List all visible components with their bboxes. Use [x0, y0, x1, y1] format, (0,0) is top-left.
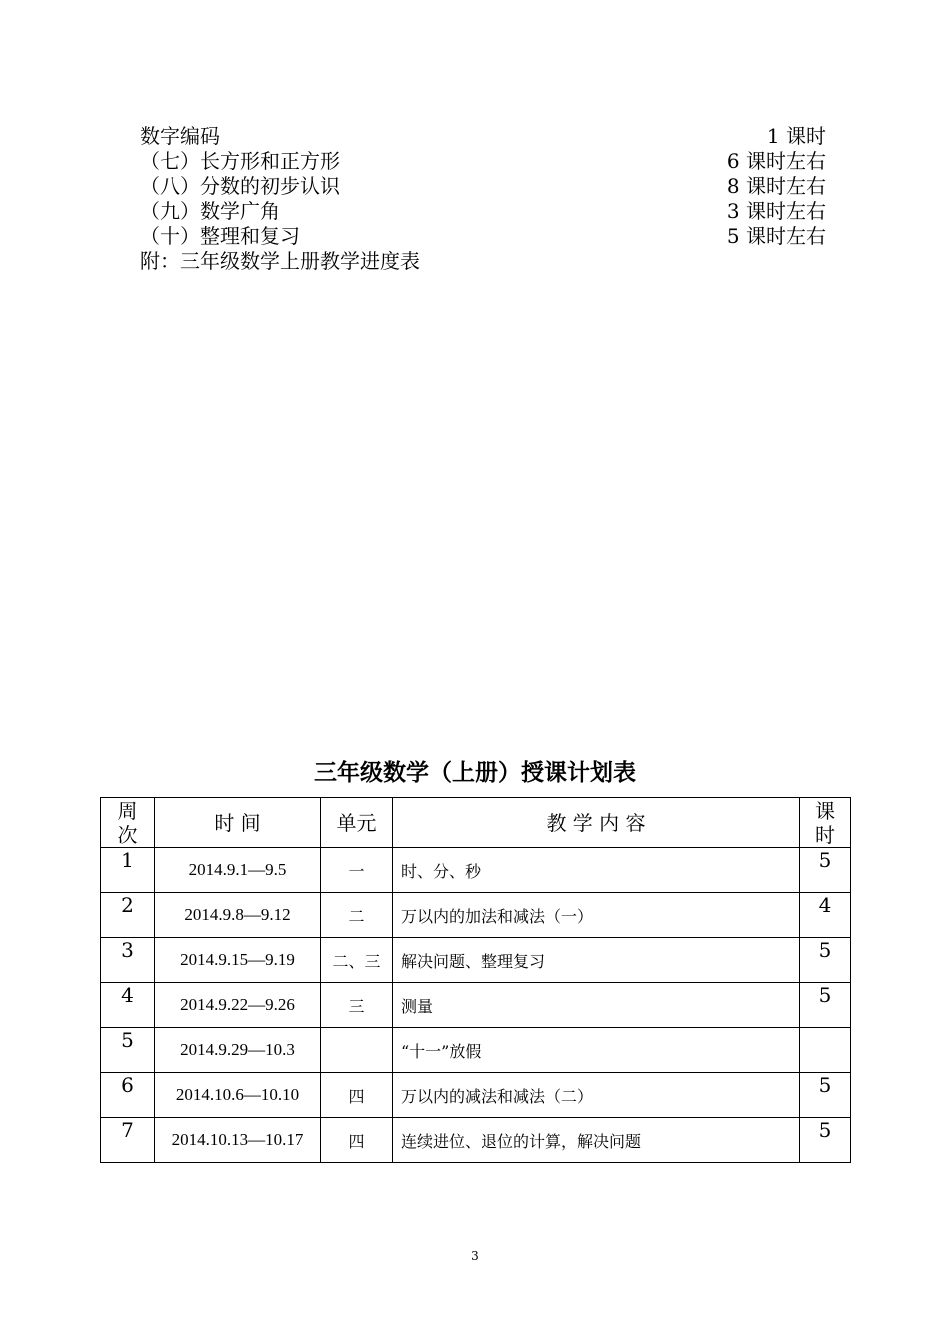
time-cell: 2014.9.8—9.12	[155, 893, 321, 938]
unit-cell	[321, 1028, 393, 1073]
page-number: 3	[471, 1249, 479, 1263]
table-row	[101, 893, 851, 938]
toc-title: （九）数学广角	[140, 199, 280, 223]
content-cell: 测量	[393, 983, 800, 1028]
toc-line-4	[140, 224, 826, 249]
week-cell: 2	[101, 893, 155, 938]
table-row	[101, 848, 851, 893]
table-row	[101, 1028, 851, 1073]
week-cell: 6	[101, 1073, 155, 1118]
header-time: 时 间	[155, 798, 321, 848]
toc-line-1	[140, 149, 826, 174]
table-row	[101, 1118, 851, 1163]
week-cell: 7	[101, 1118, 155, 1163]
content-cell: 万以内的减法和减法（二）	[393, 1073, 800, 1118]
table-title: 三年级数学（上册）授课计划表	[314, 760, 636, 786]
time-cell: 2014.10.13—10.17	[155, 1118, 321, 1163]
toc-title: （七）长方形和正方形	[140, 149, 340, 173]
week-cell: 5	[101, 1028, 155, 1073]
header-content: 教 学 内 容	[393, 798, 800, 848]
toc-title: （十）整理和复习	[140, 224, 300, 248]
toc-title: （八）分数的初步认识	[140, 174, 340, 198]
hours-cell: 5	[800, 1073, 851, 1118]
hours-cell	[800, 1028, 851, 1073]
appendix-line	[140, 249, 826, 274]
unit-cell: 二	[321, 893, 393, 938]
time-cell: 2014.9.15—9.19	[155, 938, 321, 983]
appendix-text: 附：三年级数学上册教学进度表	[140, 249, 420, 273]
toc-hours: 5 课时左右	[726, 224, 826, 248]
time-cell: 2014.9.22—9.26	[155, 983, 321, 1028]
unit-cell: 二、三	[321, 938, 393, 983]
header-week: 周 次	[101, 798, 155, 848]
time-cell: 2014.10.6—10.10	[155, 1073, 321, 1118]
content-cell: 解决问题、整理复习	[393, 938, 800, 983]
content-cell: “十一”放假	[393, 1028, 800, 1073]
toc-hours: 8 课时左右	[726, 174, 826, 198]
unit-cell: 三	[321, 983, 393, 1028]
unit-cell: 四	[321, 1073, 393, 1118]
toc-line-2	[140, 174, 826, 199]
time-cell: 2014.9.1—9.5	[155, 848, 321, 893]
hours-cell: 5	[800, 848, 851, 893]
toc-hours: 1 课时	[766, 124, 826, 148]
toc-line-3	[140, 199, 826, 224]
table-row	[101, 1073, 851, 1118]
hours-cell: 4	[800, 893, 851, 938]
header-unit: 单元	[321, 798, 393, 848]
schedule-table	[100, 797, 851, 1163]
table-row	[101, 983, 851, 1028]
toc-hours: 3 课时左右	[726, 199, 826, 223]
hours-cell: 5	[800, 1118, 851, 1163]
header-hours: 课 时	[800, 798, 851, 848]
content-cell: 时、分、秒	[393, 848, 800, 893]
content-cell: 万以内的加法和减法（一）	[393, 893, 800, 938]
week-cell: 4	[101, 983, 155, 1028]
table-row	[101, 938, 851, 983]
table-header-row	[101, 798, 851, 848]
week-cell: 1	[101, 848, 155, 893]
time-cell: 2014.9.29—10.3	[155, 1028, 321, 1073]
hours-cell: 5	[800, 983, 851, 1028]
unit-cell: 四	[321, 1118, 393, 1163]
hours-cell: 5	[800, 938, 851, 983]
week-cell: 3	[101, 938, 155, 983]
toc-line-0	[140, 124, 826, 149]
toc-title: 数字编码	[140, 124, 220, 148]
content-cell: 连续进位、退位的计算，解决问题	[393, 1118, 800, 1163]
unit-cell: 一	[321, 848, 393, 893]
toc-hours: 6 课时左右	[726, 149, 826, 173]
